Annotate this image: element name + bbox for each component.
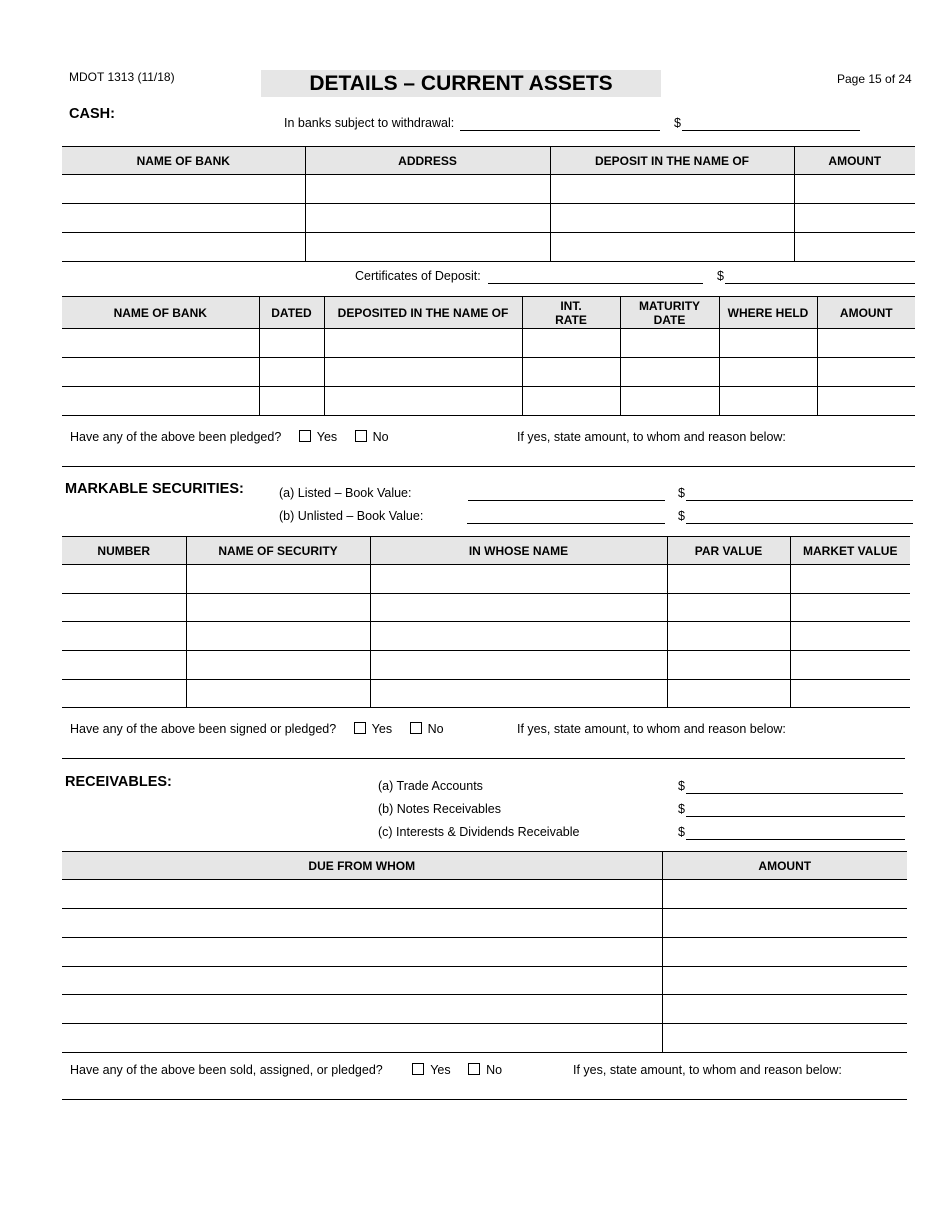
banks-label: In banks subject to withdrawal:: [284, 116, 455, 130]
receivables-reason-line[interactable]: [62, 1099, 907, 1100]
receivables-pledged-question: Have any of the above been sold, assigned, or pledged?: [70, 1063, 383, 1077]
cd-table: [62, 296, 915, 416]
table-row: [62, 329, 915, 358]
banks-amount-field[interactable]: [682, 130, 860, 131]
col-deposit-in-name-of: DEPOSIT IN THE NAME OF: [550, 147, 794, 175]
cd-field[interactable]: [488, 283, 703, 284]
cd-dollar-sign: $: [717, 269, 724, 283]
col-amount: AMOUNT: [662, 852, 907, 880]
table-cell[interactable]: [667, 680, 790, 708]
table-cell[interactable]: [522, 329, 620, 358]
table-cell[interactable]: [62, 565, 186, 594]
table-cell[interactable]: [817, 329, 915, 358]
col-where-held: WHERE HELD: [719, 297, 817, 329]
table-row: [62, 204, 915, 233]
receivables-yes-label: Yes: [430, 1063, 451, 1077]
col-due-from-whom: DUE FROM WHOM: [62, 852, 662, 880]
unlisted-label: (b) Unlisted – Book Value:: [279, 509, 424, 523]
table-cell[interactable]: [550, 204, 794, 233]
form-id: MDOT 1313 (11/18): [69, 70, 175, 84]
col-amount: AMOUNT: [794, 147, 915, 175]
table-row: [62, 358, 915, 387]
table-cell[interactable]: [662, 1024, 907, 1053]
interest-label: (c) Interests & Dividends Receivable: [378, 825, 580, 839]
table-cell[interactable]: [790, 680, 910, 708]
securities-reason-line[interactable]: [62, 758, 905, 759]
table-row: [62, 651, 910, 680]
table-cell[interactable]: [719, 358, 817, 387]
table-cell[interactable]: [324, 387, 522, 416]
table-cell[interactable]: [62, 938, 662, 967]
securities-yes-checkbox[interactable]: [354, 722, 366, 734]
table-cell[interactable]: [186, 622, 370, 651]
table-cell[interactable]: [62, 204, 305, 233]
table-cell[interactable]: [794, 175, 915, 204]
table-cell[interactable]: [305, 175, 550, 204]
col-name-of-security: NAME OF SECURITY: [186, 537, 370, 565]
bank-table: [62, 146, 915, 262]
cash-yes-checkbox[interactable]: [299, 430, 311, 442]
table-cell[interactable]: [324, 358, 522, 387]
table-cell[interactable]: [186, 651, 370, 680]
table-cell[interactable]: [522, 358, 620, 387]
table-cell[interactable]: [62, 329, 259, 358]
table-cell[interactable]: [259, 329, 324, 358]
table-cell[interactable]: [305, 204, 550, 233]
receivables-heading: RECEIVABLES:: [65, 774, 172, 790]
notes-dollar-sign: $: [678, 802, 685, 816]
table-row: [62, 938, 907, 967]
table-cell[interactable]: [62, 594, 186, 622]
col-maturity-date: MATURITY DATE: [620, 297, 719, 329]
table-cell[interactable]: [667, 594, 790, 622]
table-cell[interactable]: [620, 387, 719, 416]
table-cell[interactable]: [620, 358, 719, 387]
receivables-yes-checkbox[interactable]: [412, 1063, 424, 1075]
table-cell[interactable]: [550, 233, 794, 262]
unlisted-field[interactable]: [467, 523, 665, 524]
page-number: Page 15 of 24: [837, 72, 912, 86]
receivables-pledged-question-row: [70, 1063, 502, 1077]
cash-no-checkbox[interactable]: [355, 430, 367, 442]
receivables-no-label: No: [486, 1063, 503, 1077]
table-cell[interactable]: [370, 594, 667, 622]
securities-ifyes-text: If yes, state amount, to whom and reason below:: [517, 722, 786, 736]
col-name-of-bank: NAME OF BANK: [62, 297, 259, 329]
table-row: [62, 594, 910, 622]
col-address: ADDRESS: [305, 147, 550, 175]
table-cell[interactable]: [790, 565, 910, 594]
table-row: [62, 175, 915, 204]
table-cell[interactable]: [62, 680, 186, 708]
receivables-table: [62, 851, 907, 1053]
table-cell[interactable]: [662, 995, 907, 1024]
table-row: [62, 995, 907, 1024]
table-cell[interactable]: [62, 995, 662, 1024]
securities-yes-label: Yes: [371, 722, 393, 736]
cash-heading: CASH:: [69, 106, 115, 122]
table-cell[interactable]: [794, 204, 915, 233]
table-cell[interactable]: [259, 387, 324, 416]
table-cell[interactable]: [790, 651, 910, 680]
listed-label: (a) Listed – Book Value:: [279, 486, 412, 500]
page-title: DETAILS – CURRENT ASSETS: [261, 70, 661, 97]
table-cell[interactable]: [186, 680, 370, 708]
table-row: [62, 622, 910, 651]
table-cell[interactable]: [370, 680, 667, 708]
table-row: [62, 967, 907, 995]
securities-pledged-question: Have any of the above been signed or pledged?: [70, 722, 337, 736]
cash-ifyes-text: If yes, state amount, to whom and reason below:: [517, 430, 786, 444]
col-int-rate: INT. RATE: [522, 297, 620, 329]
interest-amount-field[interactable]: [686, 839, 905, 840]
cash-reason-line[interactable]: [62, 466, 915, 467]
table-cell[interactable]: [817, 358, 915, 387]
receivables-ifyes-text: If yes, state amount, to whom and reason below:: [573, 1063, 842, 1077]
table-cell[interactable]: [790, 594, 910, 622]
listed-field[interactable]: [468, 500, 665, 501]
cash-pledged-question-row: [70, 430, 389, 444]
col-in-whose-name: IN WHOSE NAME: [370, 537, 667, 565]
table-cell[interactable]: [667, 651, 790, 680]
table-cell[interactable]: [620, 329, 719, 358]
receivables-no-checkbox[interactable]: [468, 1063, 480, 1075]
table-cell[interactable]: [62, 622, 186, 651]
table-cell[interactable]: [62, 1024, 662, 1053]
table-cell[interactable]: [259, 358, 324, 387]
table-row: [62, 387, 915, 416]
table-cell[interactable]: [62, 387, 259, 416]
cd-label: Certificates of Deposit:: [355, 269, 481, 283]
cd-amount-field[interactable]: [725, 283, 915, 284]
table-cell[interactable]: [186, 594, 370, 622]
table-cell[interactable]: [305, 233, 550, 262]
table-cell[interactable]: [62, 651, 186, 680]
table-cell[interactable]: [62, 175, 305, 204]
table-row: [62, 565, 910, 594]
securities-heading: MARKABLE SECURITIES:: [65, 481, 244, 497]
trade-dollar-sign: $: [678, 779, 685, 793]
table-cell[interactable]: [522, 387, 620, 416]
securities-pledged-question-row: [70, 722, 444, 736]
unlisted-dollar-sign: $: [678, 509, 685, 523]
table-cell[interactable]: [817, 387, 915, 416]
table-cell[interactable]: [62, 880, 662, 909]
table-cell[interactable]: [370, 622, 667, 651]
table-cell[interactable]: [667, 622, 790, 651]
banks-dollar-sign: $: [674, 116, 681, 130]
table-cell[interactable]: [186, 565, 370, 594]
col-par-value: PAR VALUE: [667, 537, 790, 565]
table-cell[interactable]: [62, 909, 662, 938]
table-cell[interactable]: [62, 358, 259, 387]
col-dated: DATED: [259, 297, 324, 329]
notes-amount-field[interactable]: [686, 816, 905, 817]
table-row: [62, 909, 907, 938]
col-deposited-in-name-of: DEPOSITED IN THE NAME OF: [324, 297, 522, 329]
trade-label: (a) Trade Accounts: [378, 779, 483, 793]
notes-label: (b) Notes Receivables: [378, 802, 501, 816]
securities-table: [62, 536, 910, 708]
banks-field[interactable]: [460, 130, 660, 131]
table-row: [62, 680, 910, 708]
table-row: [62, 1024, 907, 1053]
trade-amount-field[interactable]: [686, 793, 903, 794]
securities-no-label: No: [427, 722, 444, 736]
table-cell[interactable]: [662, 938, 907, 967]
table-cell[interactable]: [667, 565, 790, 594]
table-cell[interactable]: [790, 622, 910, 651]
table-row: [62, 233, 915, 262]
table-row: [62, 880, 907, 909]
table-cell[interactable]: [550, 175, 794, 204]
table-cell[interactable]: [62, 967, 662, 995]
listed-dollar-sign: $: [678, 486, 685, 500]
table-cell[interactable]: [62, 233, 305, 262]
table-cell[interactable]: [662, 967, 907, 995]
col-amount: AMOUNT: [817, 297, 915, 329]
cash-no-label: No: [372, 430, 389, 444]
table-cell[interactable]: [719, 329, 817, 358]
listed-amount-field[interactable]: [686, 500, 913, 501]
unlisted-amount-field[interactable]: [686, 523, 913, 524]
table-cell[interactable]: [719, 387, 817, 416]
table-cell[interactable]: [662, 909, 907, 938]
table-cell[interactable]: [794, 233, 915, 262]
cash-yes-label: Yes: [316, 430, 338, 444]
table-cell[interactable]: [324, 329, 522, 358]
table-cell[interactable]: [662, 880, 907, 909]
table-cell[interactable]: [370, 651, 667, 680]
col-market-value: MARKET VALUE: [790, 537, 910, 565]
interest-dollar-sign: $: [678, 825, 685, 839]
col-number: NUMBER: [62, 537, 186, 565]
cash-pledged-question: Have any of the above been pledged?: [70, 430, 282, 444]
securities-no-checkbox[interactable]: [410, 722, 422, 734]
col-name-of-bank: NAME OF BANK: [62, 147, 305, 175]
table-cell[interactable]: [370, 565, 667, 594]
